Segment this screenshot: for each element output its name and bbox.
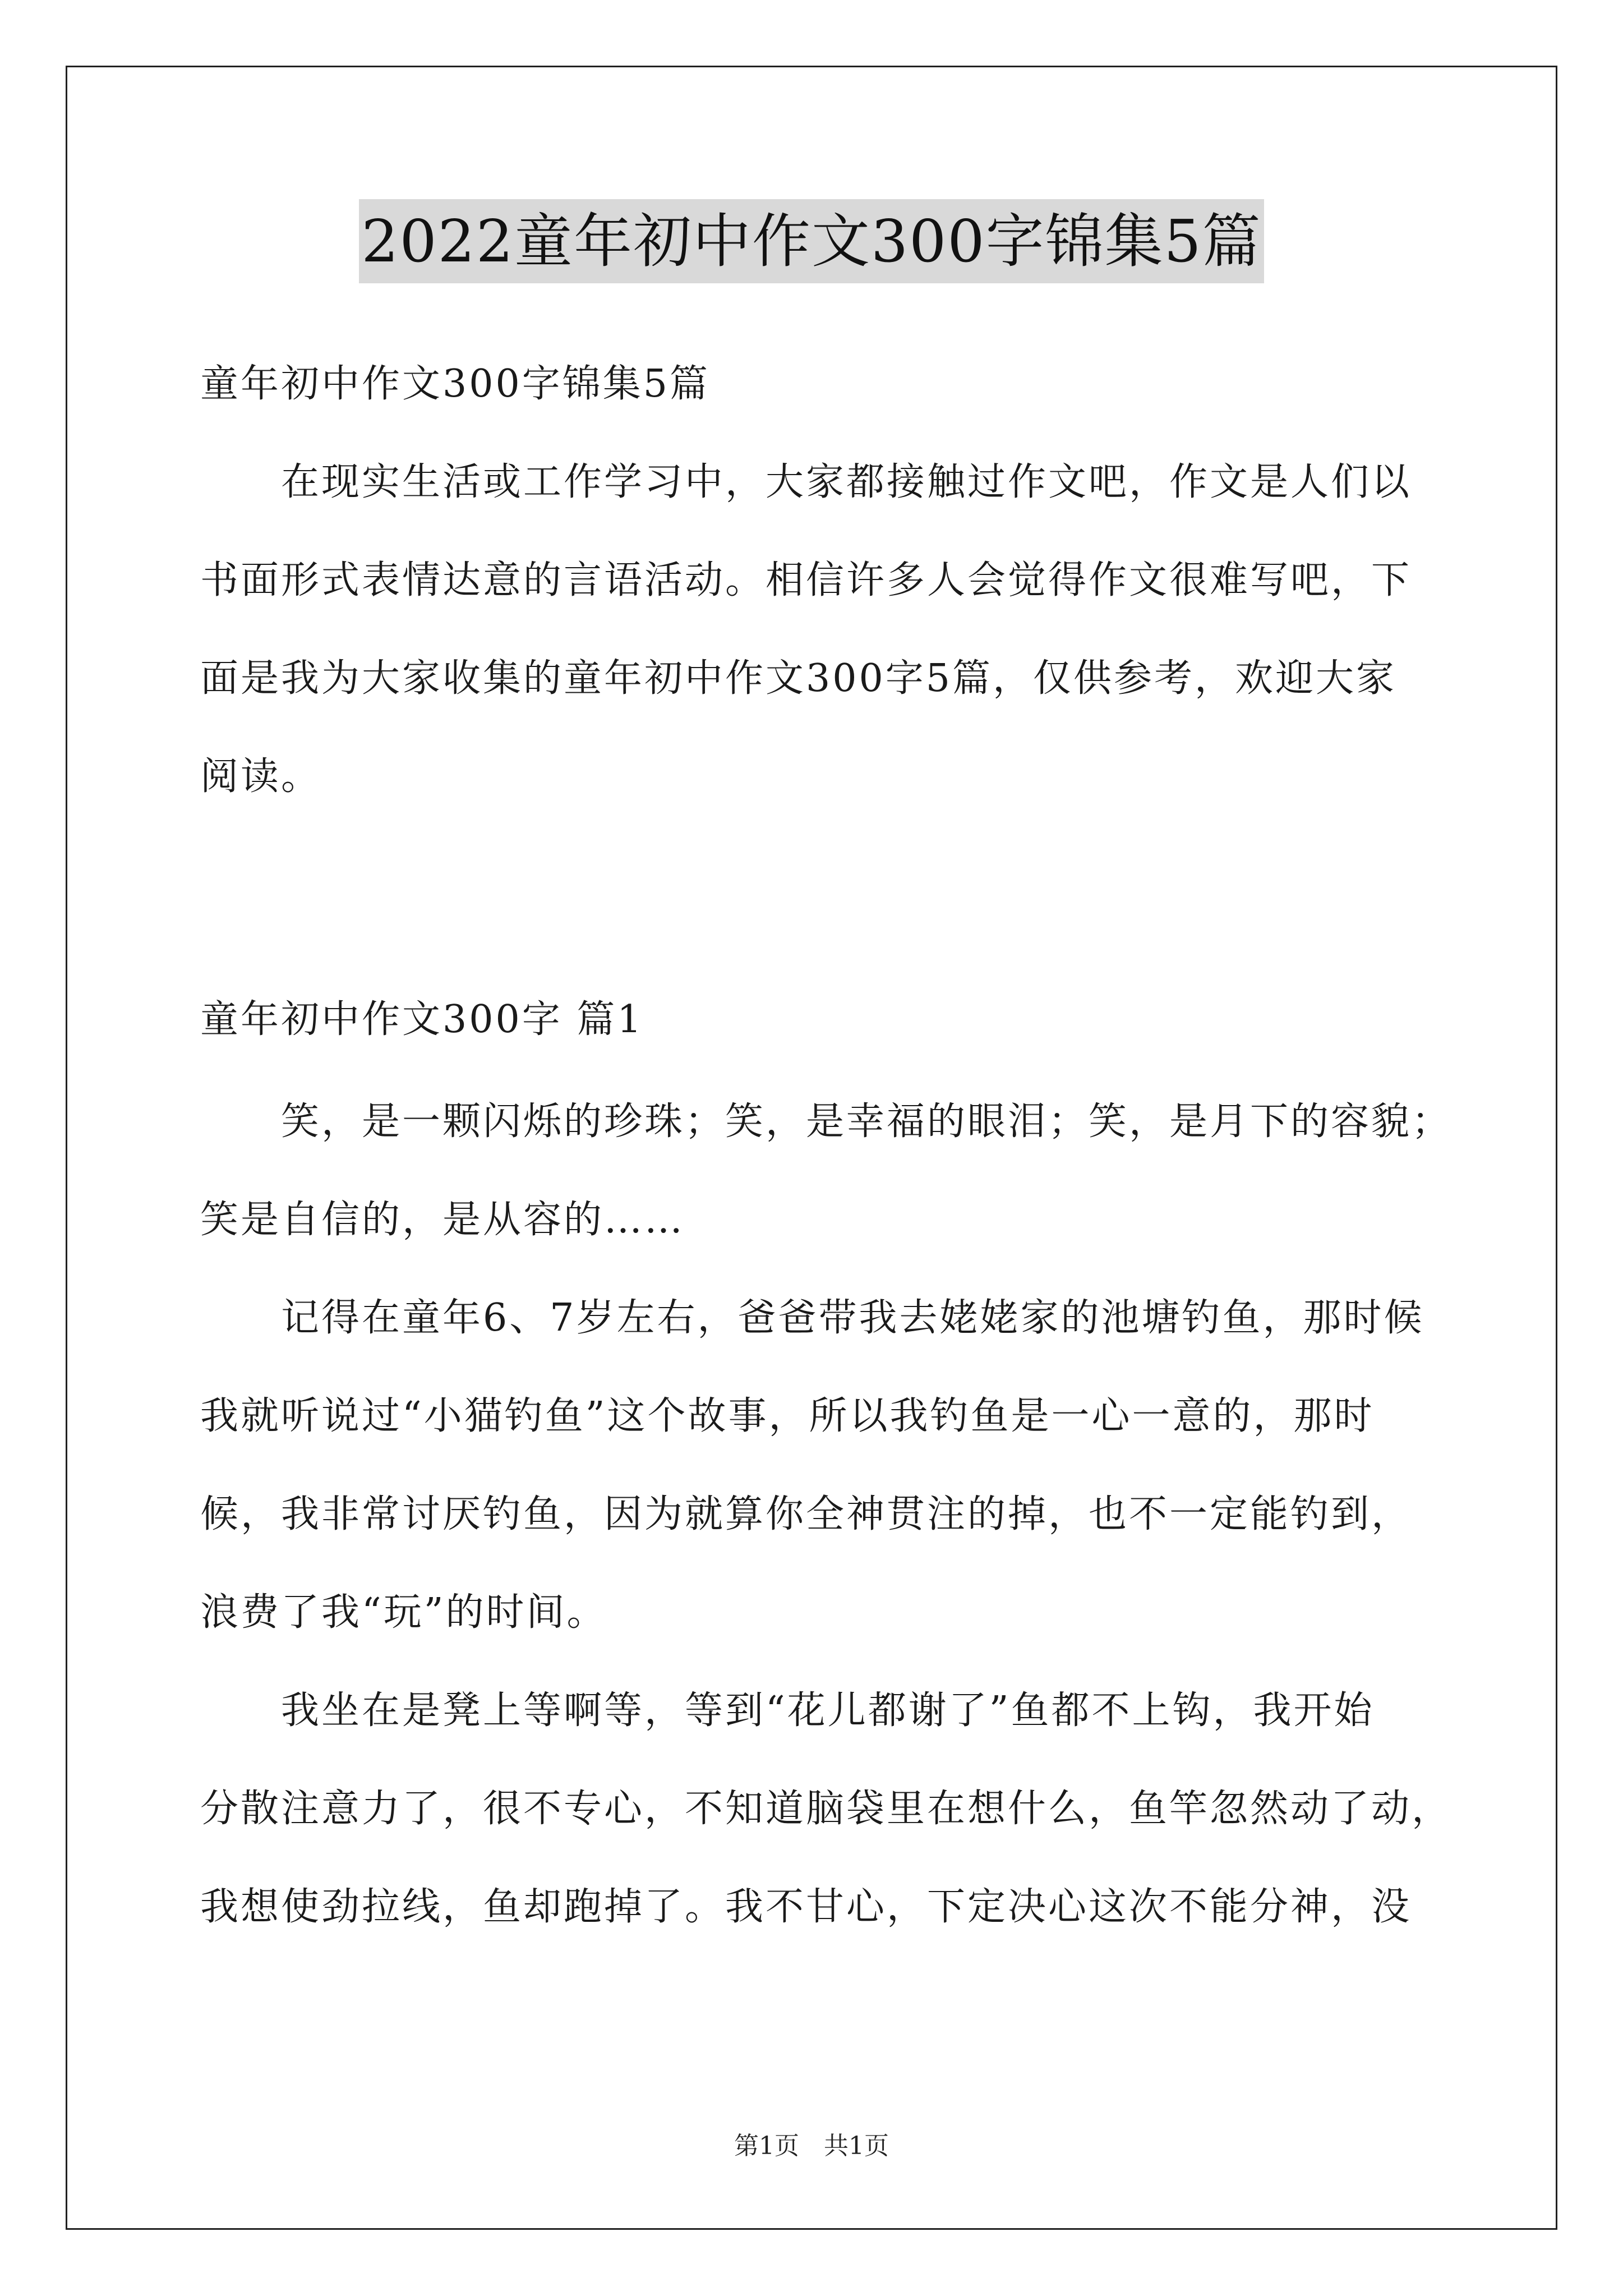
paragraph-line: 我想使劲拉线，鱼却跑掉了。我不甘心，下定决心这次不能分神，没 xyxy=(200,1885,1412,1929)
subtitle-line: 童年初中作文300字锦集5篇 xyxy=(200,362,711,406)
paragraph-line: 在现实生活或工作学习中，大家都接触过作文吧，作文是人们以 xyxy=(200,460,1412,504)
paragraph-line: 面是我为大家收集的童年初中作文300字5篇，仅供参考，欢迎大家 xyxy=(200,656,1397,701)
paragraph-line: 笑是自信的，是从容的…… xyxy=(200,1198,685,1242)
paragraph-line: 书面形式表情达意的言语活动。相信许多人会觉得作文很难写吧，下 xyxy=(200,558,1412,602)
paragraph-line: 我就听说过“小猫钓鱼”这个故事，所以我钓鱼是一心一意的，那时 xyxy=(200,1394,1375,1438)
paragraph-line: 我坐在是凳上等啊等，等到“花儿都谢了”鱼都不上钩，我开始 xyxy=(200,1688,1375,1733)
paragraph-line: 分散注意力了，很不专心，不知道脑袋里在想什么，鱼竿忽然动了动， xyxy=(200,1787,1453,1831)
paragraph-line: 阅读。 xyxy=(200,754,322,799)
paragraph-line: 浪费了我“玩”的时间。 xyxy=(200,1590,607,1635)
title-container xyxy=(0,199,1623,283)
paragraph-line: 记得在童年6、7岁左右，爸爸带我去姥姥家的池塘钓鱼，那时候 xyxy=(200,1296,1424,1340)
page-footer: 第1页 共1页 xyxy=(734,2132,889,2160)
paragraph-line: 候，我非常讨厌钓鱼，因为就算你全神贯注的掉，也不一定能钓到， xyxy=(200,1492,1412,1536)
section-heading: 童年初中作文300字 篇1 xyxy=(200,997,644,1042)
paragraph-line: 笑，是一颗闪烁的珍珠；笑，是幸福的眼泪；笑，是月下的容貌； xyxy=(200,1099,1453,1144)
document-title: 2022童年初中作文300字锦集5篇 xyxy=(359,199,1264,283)
